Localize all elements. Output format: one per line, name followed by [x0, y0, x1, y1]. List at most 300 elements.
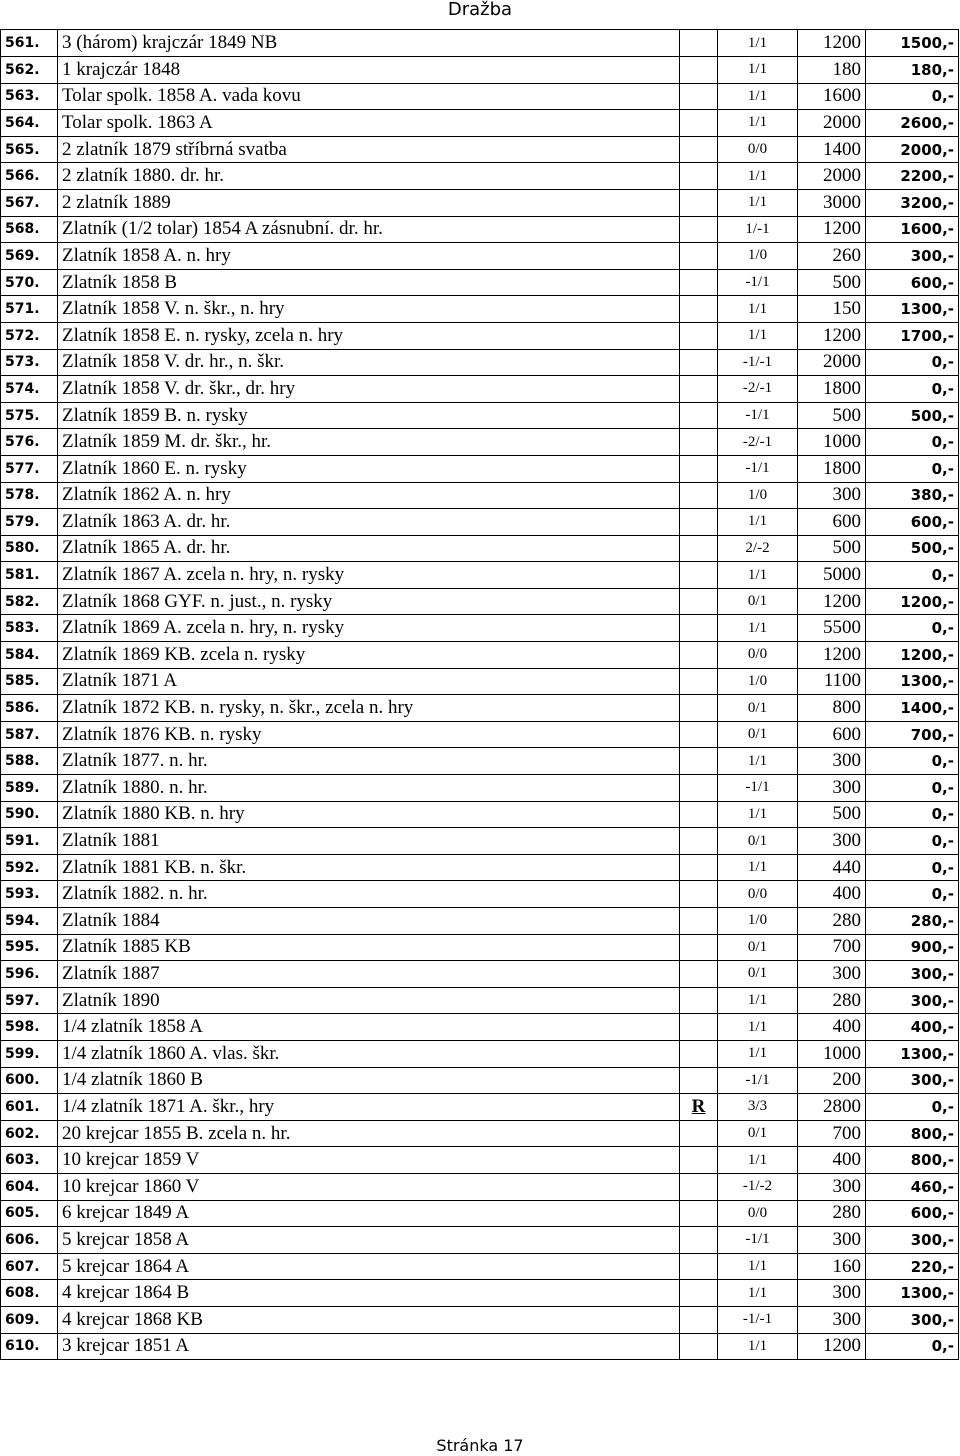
rarity-mark	[680, 455, 718, 482]
final-price: 0,-	[866, 801, 959, 828]
starting-price: 280	[798, 987, 866, 1014]
rarity-mark	[680, 322, 718, 349]
table-row	[1, 429, 959, 456]
grade: 1/1	[718, 57, 798, 84]
final-price: 0,-	[866, 615, 959, 642]
starting-price: 700	[798, 1120, 866, 1147]
rarity-mark	[680, 1253, 718, 1280]
rarity-mark	[680, 1333, 718, 1360]
grade: 1/1	[718, 615, 798, 642]
table-row	[1, 349, 959, 376]
table-row	[1, 1120, 959, 1147]
lot-description: Zlatník 1865 A. dr. hr.	[58, 535, 680, 562]
starting-price: 180	[798, 57, 866, 84]
final-price: 600,-	[866, 509, 959, 536]
rarity-mark	[680, 961, 718, 988]
lot-number: 603.	[1, 1147, 58, 1174]
grade: 1/1	[718, 189, 798, 216]
final-price: 380,-	[866, 482, 959, 509]
lot-number: 599.	[1, 1040, 58, 1067]
lot-description: Tolar spolk. 1858 A. vada kovu	[58, 83, 680, 110]
lot-description: Zlatník 1880. n. hr.	[58, 775, 680, 802]
grade: 1/0	[718, 908, 798, 935]
final-price: 0,-	[866, 83, 959, 110]
grade: 3/3	[718, 1094, 798, 1121]
final-price: 1200,-	[866, 588, 959, 615]
lot-number: 608.	[1, 1280, 58, 1307]
starting-price: 600	[798, 721, 866, 748]
final-price: 280,-	[866, 908, 959, 935]
lot-description: Zlatník 1859 M. dr. škr., hr.	[58, 429, 680, 456]
table-row	[1, 402, 959, 429]
final-price: 0,-	[866, 748, 959, 775]
grade: 0/0	[718, 136, 798, 163]
grade: -1/-1	[718, 349, 798, 376]
rarity-mark	[680, 269, 718, 296]
lot-description: Zlatník 1872 KB. n. rysky, n. škr., zcela n. hry	[58, 695, 680, 722]
rarity-mark	[680, 349, 718, 376]
lot-description: Zlatník 1862 A. n. hry	[58, 482, 680, 509]
starting-price: 5500	[798, 615, 866, 642]
lot-description: Zlatník 1881	[58, 828, 680, 855]
lot-number: 609.	[1, 1306, 58, 1333]
grade: 1/1	[718, 801, 798, 828]
grade: -2/-1	[718, 376, 798, 403]
lot-description: Zlatník 1858 V. dr. hr., n. škr.	[58, 349, 680, 376]
grade: 1/0	[718, 243, 798, 270]
lot-number: 568.	[1, 216, 58, 243]
grade: 1/1	[718, 1014, 798, 1041]
rarity-mark	[680, 535, 718, 562]
lot-description: Zlatník 1859 B. n. rysky	[58, 402, 680, 429]
starting-price: 300	[798, 748, 866, 775]
table-row	[1, 934, 959, 961]
final-price: 300,-	[866, 987, 959, 1014]
final-price: 0,-	[866, 349, 959, 376]
grade: 1/1	[718, 296, 798, 323]
table-row	[1, 1333, 959, 1360]
starting-price: 800	[798, 695, 866, 722]
lot-number: 597.	[1, 987, 58, 1014]
rarity-mark	[680, 775, 718, 802]
lot-description: Zlatník 1863 A. dr. hr.	[58, 509, 680, 536]
rarity-mark	[680, 1067, 718, 1094]
rarity-mark	[680, 216, 718, 243]
rarity-mark	[680, 588, 718, 615]
grade: -1/1	[718, 402, 798, 429]
table-row	[1, 1067, 959, 1094]
lot-number: 602.	[1, 1120, 58, 1147]
rarity-mark	[680, 1200, 718, 1227]
table-row	[1, 30, 959, 57]
grade: 0/1	[718, 588, 798, 615]
starting-price: 280	[798, 1200, 866, 1227]
lot-number: 561.	[1, 30, 58, 57]
table-row	[1, 136, 959, 163]
lot-number: 590.	[1, 801, 58, 828]
lot-number: 566.	[1, 163, 58, 190]
lot-description: Zlatník 1869 A. zcela n. hry, n. rysky	[58, 615, 680, 642]
rarity-mark	[680, 1227, 718, 1254]
final-price: 3200,-	[866, 189, 959, 216]
rarity-mark	[680, 934, 718, 961]
final-price: 2600,-	[866, 110, 959, 137]
grade: 2/-2	[718, 535, 798, 562]
lot-number: 574.	[1, 376, 58, 403]
auction-rows	[1, 30, 959, 1360]
table-row	[1, 695, 959, 722]
grade: 1/1	[718, 83, 798, 110]
starting-price: 150	[798, 296, 866, 323]
lot-description: Zlatník 1868 GYF. n. just., n. rysky	[58, 588, 680, 615]
starting-price: 280	[798, 908, 866, 935]
final-price: 300,-	[866, 1067, 959, 1094]
lot-description: Zlatník 1858 E. n. rysky, zcela n. hry	[58, 322, 680, 349]
lot-number: 581.	[1, 562, 58, 589]
grade: 1/1	[718, 110, 798, 137]
starting-price: 700	[798, 934, 866, 961]
table-row	[1, 1306, 959, 1333]
starting-price: 400	[798, 1014, 866, 1041]
table-row	[1, 562, 959, 589]
table-row	[1, 269, 959, 296]
starting-price: 260	[798, 243, 866, 270]
starting-price: 1200	[798, 216, 866, 243]
lot-description: 1/4 zlatník 1871 A. škr., hry	[58, 1094, 680, 1121]
lot-description: Tolar spolk. 1863 A	[58, 110, 680, 137]
rarity-mark	[680, 509, 718, 536]
lot-description: Zlatník (1/2 tolar) 1854 A zásnubní. dr. hr.	[58, 216, 680, 243]
lot-number: 582.	[1, 588, 58, 615]
starting-price: 1800	[798, 455, 866, 482]
lot-description: Zlatník 1877. n. hr.	[58, 748, 680, 775]
lot-number: 592.	[1, 854, 58, 881]
table-row	[1, 828, 959, 855]
lot-description: 1/4 zlatník 1860 A. vlas. škr.	[58, 1040, 680, 1067]
starting-price: 1000	[798, 429, 866, 456]
grade: 1/0	[718, 668, 798, 695]
final-price: 0,-	[866, 376, 959, 403]
grade: 1/1	[718, 1253, 798, 1280]
table-row	[1, 854, 959, 881]
lot-number: 583.	[1, 615, 58, 642]
final-price: 0,-	[866, 828, 959, 855]
table-row	[1, 216, 959, 243]
starting-price: 300	[798, 961, 866, 988]
rarity-mark	[680, 1280, 718, 1307]
starting-price: 1200	[798, 588, 866, 615]
final-price: 1300,-	[866, 296, 959, 323]
grade: -1/1	[718, 269, 798, 296]
table-row	[1, 748, 959, 775]
lot-description: Zlatník 1858 V. n. škr., n. hry	[58, 296, 680, 323]
final-price: 0,-	[866, 562, 959, 589]
table-row	[1, 642, 959, 669]
lot-number: 596.	[1, 961, 58, 988]
grade: 0/1	[718, 1120, 798, 1147]
starting-price: 1600	[798, 83, 866, 110]
table-row	[1, 1147, 959, 1174]
grade: 1/1	[718, 322, 798, 349]
starting-price: 300	[798, 482, 866, 509]
table-row	[1, 243, 959, 270]
lot-number: 580.	[1, 535, 58, 562]
rarity-mark: R	[680, 1094, 718, 1121]
lot-description: 2 zlatník 1879 stříbrná svatba	[58, 136, 680, 163]
starting-price: 300	[798, 1227, 866, 1254]
lot-number: 610.	[1, 1333, 58, 1360]
lot-description: 4 krejcar 1868 KB	[58, 1306, 680, 1333]
table-row	[1, 961, 959, 988]
final-price: 500,-	[866, 535, 959, 562]
lot-description: Zlatník 1860 E. n. rysky	[58, 455, 680, 482]
lot-description: Zlatník 1876 KB. n. rysky	[58, 721, 680, 748]
lot-number: 564.	[1, 110, 58, 137]
final-price: 0,-	[866, 775, 959, 802]
grade: 1/0	[718, 482, 798, 509]
table-row	[1, 1173, 959, 1200]
table-row	[1, 57, 959, 84]
rarity-mark	[680, 163, 718, 190]
table-row	[1, 455, 959, 482]
starting-price: 300	[798, 1306, 866, 1333]
lot-number: 575.	[1, 402, 58, 429]
table-row	[1, 721, 959, 748]
final-price: 1200,-	[866, 642, 959, 669]
starting-price: 1000	[798, 1040, 866, 1067]
final-price: 300,-	[866, 1227, 959, 1254]
rarity-mark	[680, 83, 718, 110]
final-price: 0,-	[866, 429, 959, 456]
rarity-mark	[680, 1040, 718, 1067]
lot-description: 5 krejcar 1864 A	[58, 1253, 680, 1280]
table-row	[1, 1014, 959, 1041]
final-price: 0,-	[866, 455, 959, 482]
rarity-mark	[680, 296, 718, 323]
final-price: 1300,-	[866, 1040, 959, 1067]
lot-number: 572.	[1, 322, 58, 349]
starting-price: 2000	[798, 110, 866, 137]
grade: 0/0	[718, 881, 798, 908]
lot-number: 577.	[1, 455, 58, 482]
final-price: 800,-	[866, 1147, 959, 1174]
table-row	[1, 615, 959, 642]
rarity-mark	[680, 801, 718, 828]
rarity-mark	[680, 881, 718, 908]
lot-description: Zlatník 1881 KB. n. škr.	[58, 854, 680, 881]
table-row	[1, 509, 959, 536]
lot-description: 20 krejcar 1855 B. zcela n. hr.	[58, 1120, 680, 1147]
rarity-mark	[680, 615, 718, 642]
table-row	[1, 1227, 959, 1254]
table-row	[1, 322, 959, 349]
grade: 1/1	[718, 562, 798, 589]
rarity-mark	[680, 1173, 718, 1200]
starting-price: 1400	[798, 136, 866, 163]
table-row	[1, 775, 959, 802]
rarity-mark	[680, 721, 718, 748]
lot-description: Zlatník 1884	[58, 908, 680, 935]
lot-description: Zlatník 1871 A	[58, 668, 680, 695]
lot-description: 1 krajczár 1848	[58, 57, 680, 84]
lot-description: Zlatník 1880 KB. n. hry	[58, 801, 680, 828]
lot-description: 2 zlatník 1880. dr. hr.	[58, 163, 680, 190]
starting-price: 500	[798, 402, 866, 429]
final-price: 2200,-	[866, 163, 959, 190]
table-row	[1, 987, 959, 1014]
starting-price: 600	[798, 509, 866, 536]
starting-price: 5000	[798, 562, 866, 589]
grade: 1/1	[718, 1147, 798, 1174]
lot-description: Zlatník 1882. n. hr.	[58, 881, 680, 908]
final-price: 300,-	[866, 243, 959, 270]
grade: -1/1	[718, 1227, 798, 1254]
rarity-mark	[680, 642, 718, 669]
lot-number: 570.	[1, 269, 58, 296]
lot-number: 601.	[1, 1094, 58, 1121]
final-price: 700,-	[866, 721, 959, 748]
rarity-mark	[680, 1120, 718, 1147]
starting-price: 1200	[798, 1333, 866, 1360]
lot-number: 589.	[1, 775, 58, 802]
starting-price: 2000	[798, 163, 866, 190]
lot-number: 586.	[1, 695, 58, 722]
lot-number: 591.	[1, 828, 58, 855]
rarity-mark	[680, 562, 718, 589]
starting-price: 300	[798, 1173, 866, 1200]
table-row	[1, 296, 959, 323]
lot-description: Zlatník 1885 KB	[58, 934, 680, 961]
lot-number: 605.	[1, 1200, 58, 1227]
rarity-mark	[680, 1306, 718, 1333]
rarity-mark	[680, 854, 718, 881]
rarity-mark	[680, 57, 718, 84]
rarity-mark	[680, 908, 718, 935]
final-price: 2000,-	[866, 136, 959, 163]
lot-description: Zlatník 1887	[58, 961, 680, 988]
lot-description: Zlatník 1858 A. n. hry	[58, 243, 680, 270]
table-row	[1, 1200, 959, 1227]
final-price: 400,-	[866, 1014, 959, 1041]
rarity-mark	[680, 136, 718, 163]
starting-price: 200	[798, 1067, 866, 1094]
table-row	[1, 881, 959, 908]
starting-price: 2000	[798, 349, 866, 376]
rarity-mark	[680, 376, 718, 403]
final-price: 1300,-	[866, 668, 959, 695]
lot-number: 573.	[1, 349, 58, 376]
starting-price: 500	[798, 535, 866, 562]
grade: 1/1	[718, 1040, 798, 1067]
final-price: 300,-	[866, 1306, 959, 1333]
lot-number: 576.	[1, 429, 58, 456]
rarity-mark	[680, 668, 718, 695]
final-price: 460,-	[866, 1173, 959, 1200]
rarity-mark	[680, 695, 718, 722]
lot-number: 606.	[1, 1227, 58, 1254]
lot-description: Zlatník 1867 A. zcela n. hry, n. rysky	[58, 562, 680, 589]
starting-price: 400	[798, 1147, 866, 1174]
grade: 1/1	[718, 1333, 798, 1360]
lot-description: Zlatník 1890	[58, 987, 680, 1014]
table-row	[1, 482, 959, 509]
lot-description: 2 zlatník 1889	[58, 189, 680, 216]
table-row	[1, 376, 959, 403]
final-price: 500,-	[866, 402, 959, 429]
grade: -2/-1	[718, 429, 798, 456]
rarity-mark	[680, 748, 718, 775]
table-row	[1, 668, 959, 695]
starting-price: 1200	[798, 30, 866, 57]
final-price: 0,-	[866, 1094, 959, 1121]
rarity-mark	[680, 30, 718, 57]
lot-description: Zlatník 1869 KB. zcela n. rysky	[58, 642, 680, 669]
final-price: 180,-	[866, 57, 959, 84]
table-row	[1, 1094, 959, 1121]
starting-price: 300	[798, 775, 866, 802]
lot-number: 587.	[1, 721, 58, 748]
starting-price: 3000	[798, 189, 866, 216]
final-price: 300,-	[866, 961, 959, 988]
lot-description: 5 krejcar 1858 A	[58, 1227, 680, 1254]
lot-description: Zlatník 1858 B	[58, 269, 680, 296]
rarity-mark	[680, 1147, 718, 1174]
final-price: 600,-	[866, 269, 959, 296]
starting-price: 1200	[798, 322, 866, 349]
grade: 0/1	[718, 721, 798, 748]
grade: 0/1	[718, 828, 798, 855]
final-price: 1600,-	[866, 216, 959, 243]
starting-price: 1200	[798, 642, 866, 669]
final-price: 900,-	[866, 934, 959, 961]
lot-description: 3 (három) krajczár 1849 NB	[58, 30, 680, 57]
grade: -1/1	[718, 1067, 798, 1094]
table-row	[1, 1040, 959, 1067]
table-row	[1, 110, 959, 137]
lot-description: 1/4 zlatník 1858 A	[58, 1014, 680, 1041]
lot-description: 10 krejcar 1860 V	[58, 1173, 680, 1200]
table-row	[1, 189, 959, 216]
starting-price: 440	[798, 854, 866, 881]
grade: 0/1	[718, 961, 798, 988]
lot-number: 565.	[1, 136, 58, 163]
lot-number: 593.	[1, 881, 58, 908]
starting-price: 2800	[798, 1094, 866, 1121]
lot-number: 584.	[1, 642, 58, 669]
rarity-mark	[680, 243, 718, 270]
grade: 1/1	[718, 854, 798, 881]
starting-price: 1100	[798, 668, 866, 695]
grade: 1/1	[718, 748, 798, 775]
lot-number: 567.	[1, 189, 58, 216]
grade: 1/1	[718, 987, 798, 1014]
grade: 1/-1	[718, 216, 798, 243]
table-row	[1, 1253, 959, 1280]
final-price: 0,-	[866, 881, 959, 908]
page-header-title: Dražba	[447, 0, 513, 20]
starting-price: 500	[798, 269, 866, 296]
starting-price: 400	[798, 881, 866, 908]
final-price: 220,-	[866, 1253, 959, 1280]
starting-price: 160	[798, 1253, 866, 1280]
lot-number: 604.	[1, 1173, 58, 1200]
lot-description: 3 krejcar 1851 A	[58, 1333, 680, 1360]
lot-number: 579.	[1, 509, 58, 536]
table-row	[1, 1280, 959, 1307]
lot-number: 595.	[1, 934, 58, 961]
rarity-mark	[680, 482, 718, 509]
rarity-mark	[680, 987, 718, 1014]
